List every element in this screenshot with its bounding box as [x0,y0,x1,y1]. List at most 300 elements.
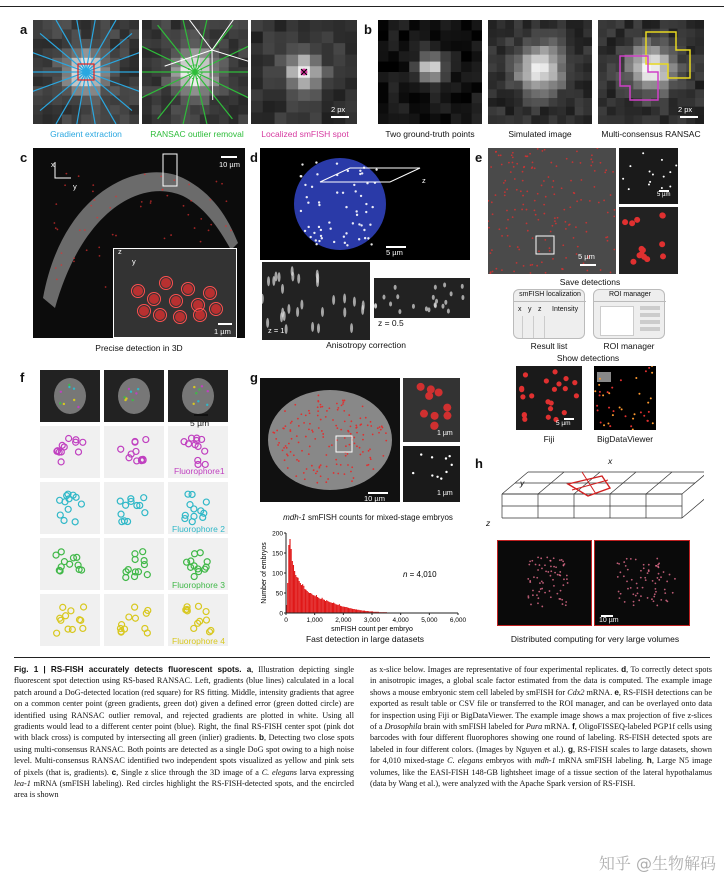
pixel [488,37,497,46]
volume-spot [561,559,563,561]
pixel [238,20,248,30]
corrected-spot [432,295,435,300]
col-y: y [528,306,532,313]
pixel [669,81,678,90]
pixel [310,55,322,67]
pixel [399,72,410,83]
caption-segment: c [111,767,117,777]
pixel [607,89,616,98]
volume-slice-2 [594,540,690,626]
h-axis-y: y [520,478,525,488]
pixel [62,20,72,30]
pixel [557,29,566,38]
volume-spot [626,558,628,560]
bdv-spot [594,390,596,392]
pixel [251,112,263,124]
pixel [607,107,616,116]
brain-spot [607,240,609,242]
pixel [33,58,43,68]
pixel [263,43,275,55]
pixel [91,20,101,30]
brain-spot [492,271,494,273]
brain-spot [530,272,532,274]
mrna-spot [315,239,317,241]
pixel [461,72,472,83]
brain-spot [512,152,514,154]
pixel [378,103,389,114]
gray-spot [652,173,654,175]
detected-spot [73,260,75,262]
pixel [388,30,399,41]
volume-spot [664,589,666,591]
pixel [142,48,152,58]
pixel [200,86,210,96]
detected-spot [140,206,142,208]
pixel [275,32,287,44]
caption-segment: e [614,687,619,697]
g-scale-main: 10 µm [364,494,385,502]
detected-spot [93,199,95,201]
embryo-spot [344,473,346,475]
pixel [557,72,566,81]
volume-spot [527,578,529,580]
caption-segment: d [621,665,627,674]
mrna-spot [316,173,318,175]
fluorophore-spot [203,499,209,505]
fluorophore-spot [60,604,66,610]
embryo-spot [359,454,361,456]
pixel [575,46,584,55]
brain-spot [532,237,534,239]
histogram-bar [309,593,310,613]
pixel [505,46,514,55]
embryo-spot [365,417,367,419]
volume-spot [648,570,650,572]
bdv-spot [596,405,598,407]
bdv-spot [619,407,621,409]
pixel [625,37,634,46]
volume-spot [559,575,561,577]
pixel [251,43,263,55]
pixel [409,30,420,41]
pixel [678,55,687,64]
caption-segment: , RS-FISH detections can be exported as result table or CSV file or transferred to the ROI manager, and can be overlayed onto data for inspection using Fiji or BigDataViewer. The example image shows a max projection of five z-slices of a [370,687,713,732]
brain-spot [527,230,529,232]
mrna-spot [345,206,347,208]
brain-spot [550,162,552,164]
pixel [440,62,451,73]
histogram-bar [325,601,326,613]
caption-segment: b [259,733,265,743]
embryo-spot [344,400,346,402]
mrna-spot [306,196,308,198]
pixel [549,81,558,90]
inset-spot [149,294,159,304]
pixel [451,93,462,104]
histogram-bar [335,604,336,613]
bdv-spot [608,407,610,409]
inset-spot [133,286,143,296]
pixel [451,72,462,83]
embryo-spot [308,410,310,412]
caption-segment: Drosophila [384,722,422,732]
histogram-bar [311,594,312,613]
bdv-spot [613,410,615,412]
pixel [451,62,462,73]
histogram-bar [303,586,304,613]
brain-spot [491,201,493,203]
histogram-bar [346,607,347,613]
pixel [142,29,152,39]
pixel [531,72,540,81]
embryo-spot [314,438,316,440]
pixel [120,29,130,39]
elongated-spot [281,308,284,318]
fluorophore-spot [191,574,197,580]
pixel [497,46,506,55]
volume-spot [635,595,637,597]
gray-spot [661,187,663,189]
volume-spot [565,601,567,603]
pixel [633,107,642,116]
pixel [523,98,532,107]
pixel [540,29,549,38]
corrected-spot [450,291,453,296]
volume-spot [625,565,627,567]
fluorophore-spot [57,512,63,518]
volume-spot [560,590,562,592]
pixel [678,72,687,81]
volume-spot [527,595,529,597]
embryo-spot [321,430,323,432]
pixel [497,72,506,81]
embryo-spot [335,425,337,427]
pixel [33,77,43,87]
brain-spot [586,270,588,272]
x-tick-label: 2,000 [335,617,352,624]
pixel [633,81,642,90]
x-tick-label: 1,000 [306,617,323,624]
volume-spot [541,568,543,570]
pixel [263,112,275,124]
fluorophore-spot [196,603,202,609]
inset-gray-spot [431,474,433,476]
pixel [540,107,549,116]
pixel [531,29,540,38]
histogram-bar [322,598,323,613]
pixel [616,46,625,55]
fluorophore-spot [141,495,147,501]
pixel [583,107,592,116]
inset-gray-spot [445,471,447,473]
pixel [430,51,441,62]
embryo-spot [285,445,287,447]
brain-spot [526,209,528,211]
pixel [651,107,660,116]
fluorophore-spot [72,519,78,525]
fluorophore-spot [54,630,60,636]
pixel [420,30,431,41]
red-spot [660,253,666,259]
pixel [616,115,625,124]
pixel [461,30,472,41]
pixel [322,78,334,90]
histogram-bar [323,599,324,613]
panel-d-letter: d [250,150,258,165]
red-spot [634,217,640,223]
fluorophore-spot [191,506,197,512]
nucleus [54,378,86,414]
pixel [378,72,389,83]
pixel [497,115,506,124]
embryo-spot [286,447,288,449]
pixel [531,107,540,116]
g-scale-inset1: 1 µm [437,430,453,437]
fluorophore-spot [126,614,132,620]
mrna-spot [370,243,372,245]
pixel [322,89,334,101]
pixel [575,20,584,29]
brain-spot [614,209,616,211]
pixel [616,37,625,46]
pixel [514,46,523,55]
pixel [607,115,616,124]
pixel [461,62,472,73]
pixel [642,115,651,124]
pixel [523,89,532,98]
pixel [275,101,287,113]
detected-spot [225,225,227,227]
brain-spot [590,158,592,160]
pixel [505,29,514,38]
embryo-spot [320,404,322,406]
pixel [322,43,334,55]
nucleus-spot [192,403,194,405]
inset-spot [195,310,205,320]
brain-spot [563,209,565,211]
pixel [514,20,523,29]
gray-spot [649,181,651,183]
pixel [251,66,263,78]
mrna-spot [343,236,345,238]
pixel [566,107,575,116]
brain-spot [520,190,522,192]
mrna-spot [358,223,360,225]
mrna-spot [344,242,346,244]
nucleus-spot [206,404,208,406]
pixel [616,107,625,116]
embryo-spot [353,477,355,479]
brain-spot [535,214,537,216]
embryo-spot [337,407,339,409]
caption-segment: C. elegans [447,756,483,766]
pixel [669,72,678,81]
pixel [378,20,389,31]
pixel [531,89,540,98]
embryo-spot [368,450,370,452]
pixel [695,89,704,98]
pixel [472,62,482,73]
pixel [566,89,575,98]
pixel [607,37,616,46]
embryo-spot [381,425,383,427]
embryo-spot [283,447,285,449]
bdv-spot [635,377,637,379]
brain-spot [541,150,543,152]
brain-spot [516,262,518,264]
histogram-chart [258,523,468,638]
histogram-bar [332,603,333,613]
corrected-spot [389,302,392,307]
fluorophore-spot [81,604,87,610]
pixel [472,114,482,124]
pixel [625,89,634,98]
pixel [461,114,472,124]
inset-red-spot [443,404,451,412]
pixel [540,72,549,81]
brain-spot [553,193,555,195]
pixel [298,55,310,67]
caption-segment: mRNA. [584,687,615,697]
detected-spot [55,227,57,229]
pixel [298,32,310,44]
pixel [286,89,298,101]
mrna-spot [300,175,302,177]
pixel [695,37,704,46]
embryo-spot [350,433,352,435]
embryo-image [260,378,400,502]
bdv-spot [652,422,654,424]
volume-spot [653,600,655,602]
inset-gray-spot [448,455,450,457]
pixel [275,89,287,101]
pixel [440,114,451,124]
pixel [420,20,431,31]
caption-segment: C. elegans [261,767,297,777]
embryo-spot [305,414,307,416]
pixel [430,82,441,93]
histogram-bar [342,607,343,613]
volume-spot [633,604,635,606]
x-tick-label: 0 [284,617,288,624]
pixel [81,96,91,106]
brain-spot [568,224,570,226]
caption-segment: f [572,722,575,732]
pixel [142,105,152,115]
embryo-spot [318,427,320,429]
brain-spot [605,237,607,239]
pixel [557,89,566,98]
gray-spot [622,178,624,180]
pixel [497,81,506,90]
volume-spot [627,588,629,590]
volume-spot [540,557,542,559]
pixel [472,20,482,31]
y-tick-label: 100 [272,570,283,578]
pixel [229,29,239,39]
brain-spot [576,200,578,202]
volume-spot [537,556,539,558]
caption-segment: Pura [525,722,543,732]
inset-gray-spot [445,457,447,459]
embryo-spot [315,472,317,474]
fluorophore-spot [189,491,195,497]
elongated-spot [350,323,353,333]
pixel [451,82,462,93]
caption-segment: mRNA. [542,722,573,732]
pixel [531,20,540,29]
brain-spot [604,172,606,174]
pixel [686,63,695,72]
volume-spot [567,582,569,584]
embryo-spot [367,424,369,426]
pixel [557,55,566,64]
pixel [616,20,625,29]
histogram-title [276,513,460,522]
pixel [598,115,607,124]
embryo-spot [342,399,344,401]
pixel [497,20,506,29]
corrected-spot [382,295,385,300]
embryo-spot [332,419,334,421]
pixel [651,20,660,29]
fiji-spot [563,376,568,381]
pixel [642,37,651,46]
bdv-spot [640,411,642,413]
pixel [523,55,532,64]
embryo-spot [295,475,297,477]
panel-g-letter: g [250,370,258,385]
pixel [540,20,549,29]
pixel [549,98,558,107]
inset-spot [183,284,193,294]
pixel [120,20,130,30]
pixel [583,89,592,98]
pixel [161,20,171,30]
brain-spot [534,200,536,202]
mrna-spot [360,224,362,226]
histogram-bar [339,604,340,613]
embryo-spot [276,430,278,432]
pixel [333,66,345,78]
detected-spot [209,199,211,201]
fiji-image [516,366,582,430]
pixel [142,115,152,124]
volume-spot [619,571,621,573]
histogram-bar [356,609,357,613]
embryo-spot [336,403,338,405]
pixel [678,37,687,46]
pixel [488,115,497,124]
pixel [695,72,704,81]
detected-spot [200,218,202,220]
fluorophore-spot [143,437,149,443]
col-x: x [518,306,522,313]
volume-spot [626,580,628,582]
pixel [229,105,239,115]
brain-spot [508,162,510,164]
pixel [575,107,584,116]
volume-spot [537,597,539,599]
embryo-spot [298,460,300,462]
pixel [566,46,575,55]
embryo-spot [309,446,311,448]
pixel [440,72,451,83]
embryo-spot [318,395,320,397]
embryo-inset-red [403,378,460,442]
detected-spot [161,189,163,191]
elongated-spot [297,274,300,284]
